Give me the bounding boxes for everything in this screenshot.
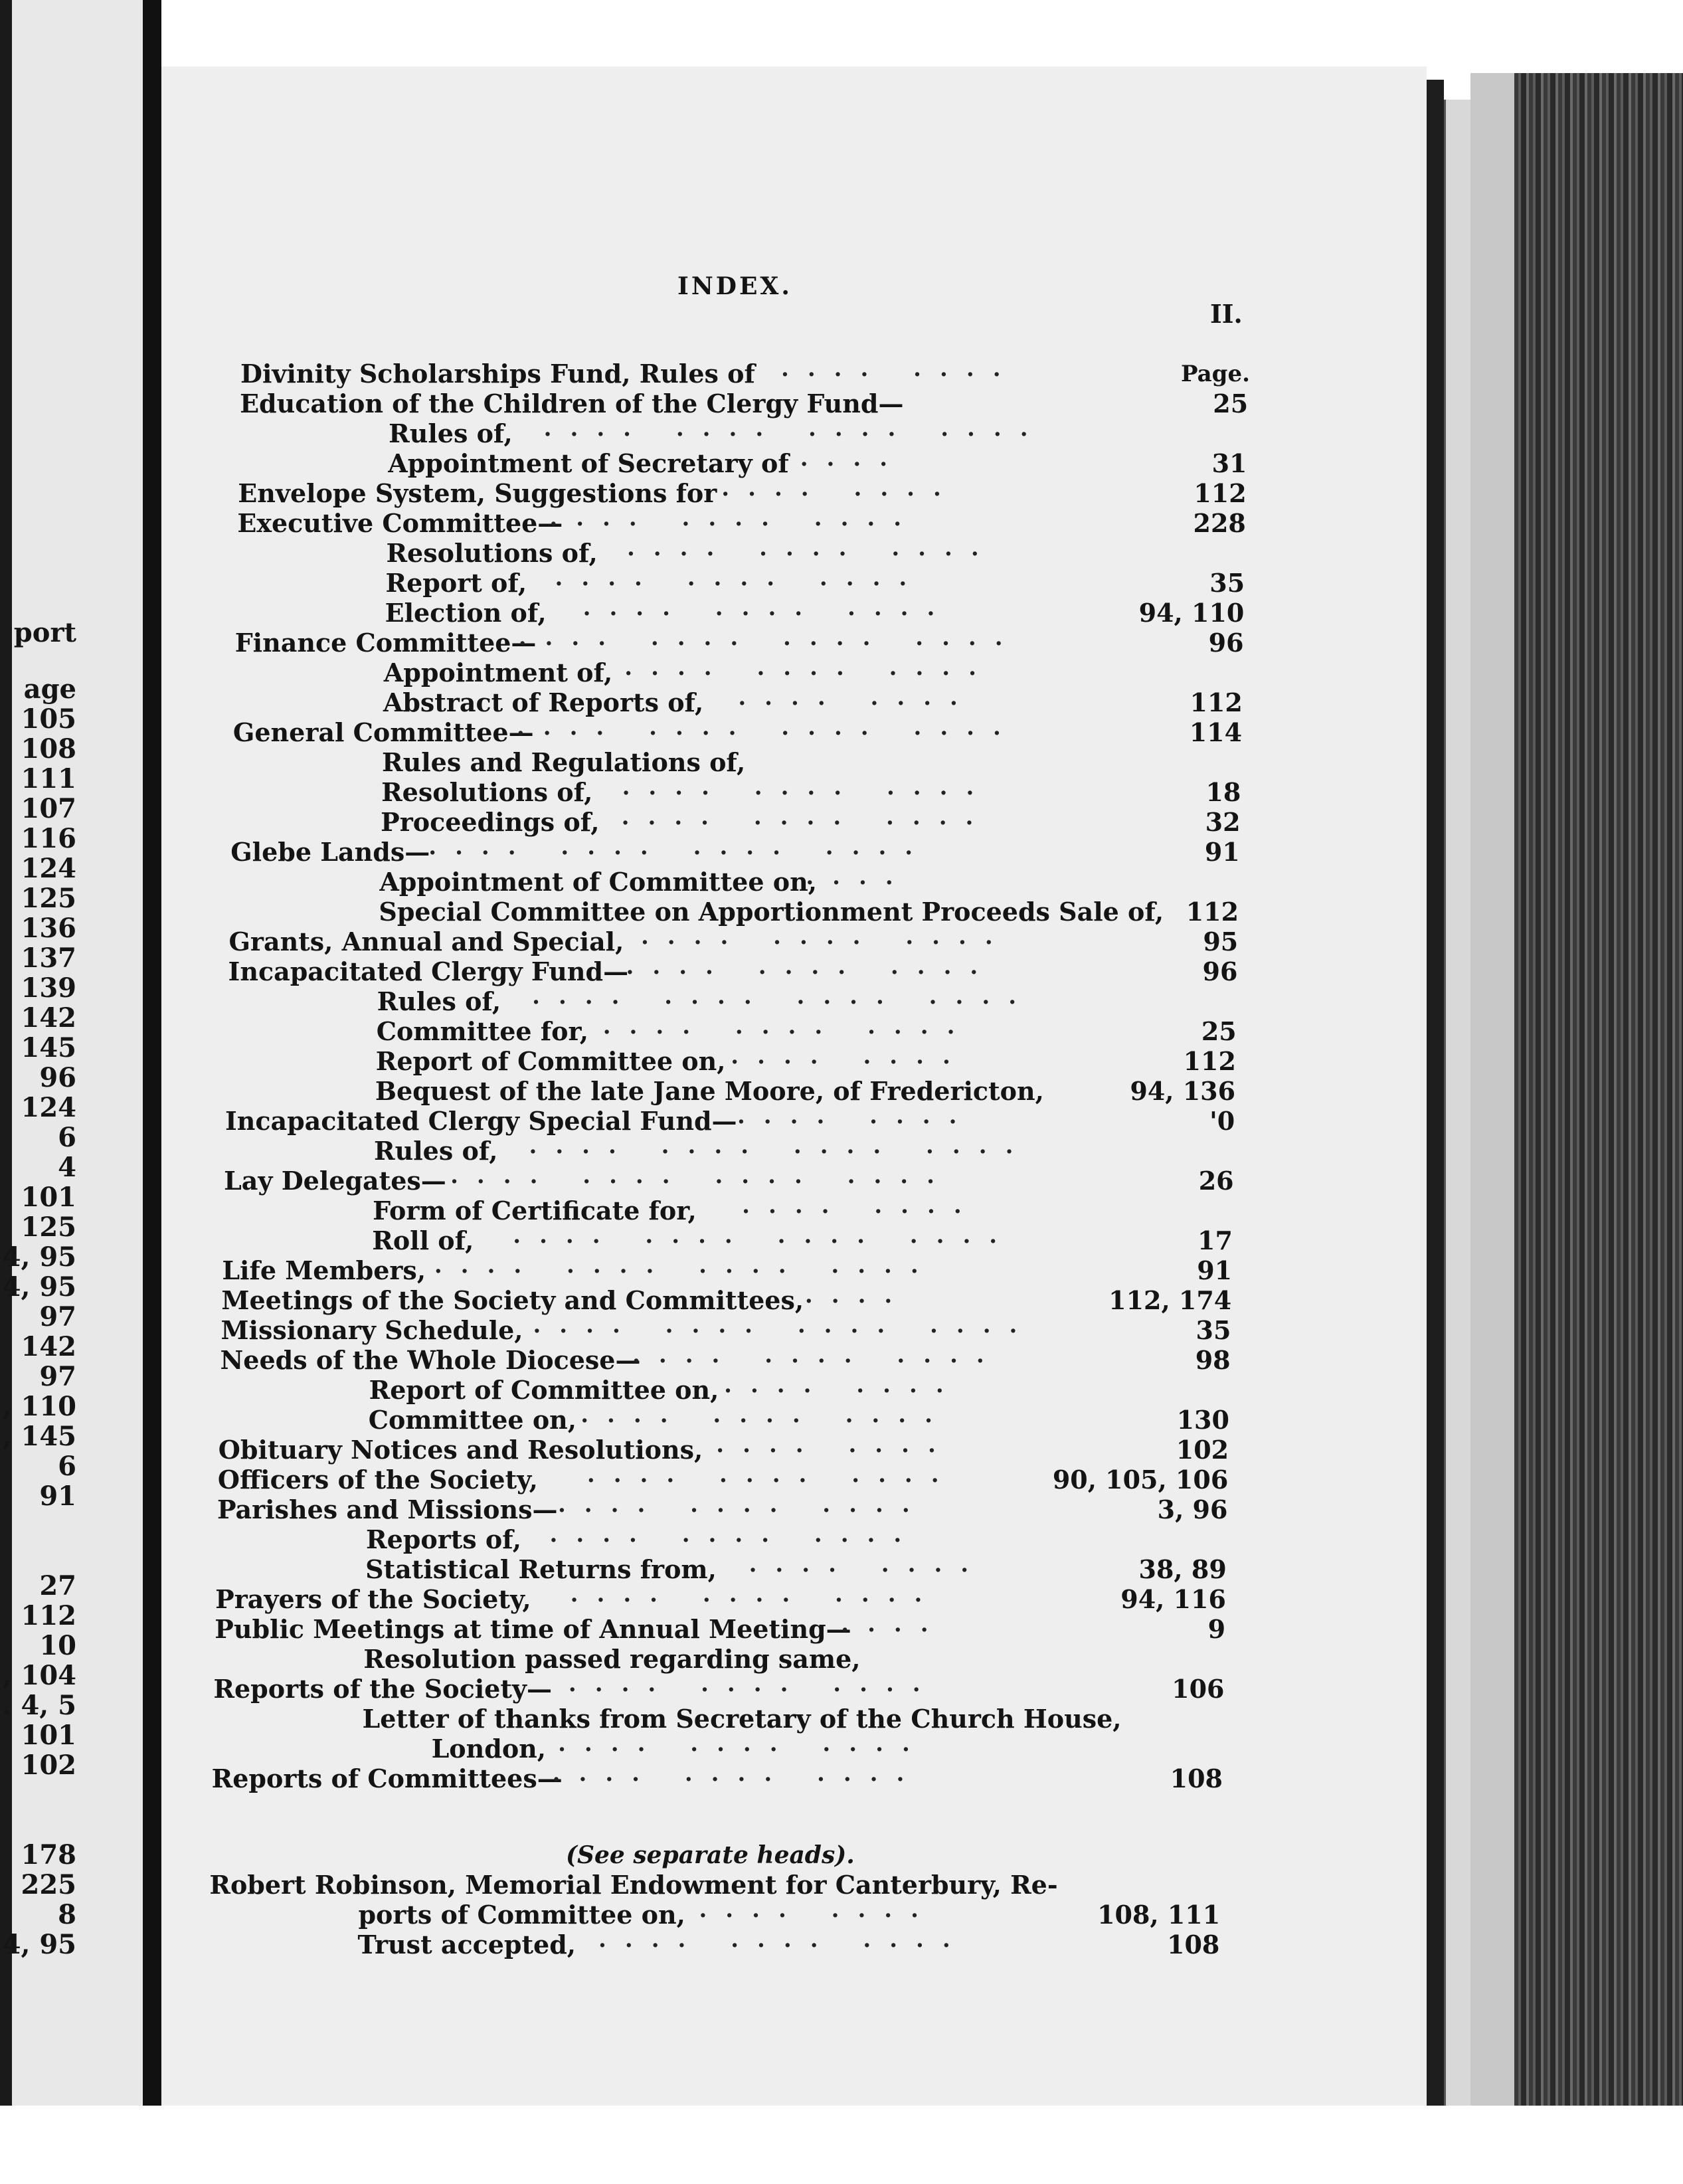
left-page-number: 97 [39,1361,76,1392]
leader-dots: .... .... .... [549,1521,921,1548]
index-entry-text: Letter of thanks from Secretary of the Church House, [362,1704,1122,1734]
left-page-number: , 104 [2,1660,76,1691]
page-title: INDEX. [677,272,792,300]
leader-dots: .... .... .... [552,1760,923,1787]
left-page-number: 105 [21,703,76,735]
left-page-number: 97 [39,1301,76,1332]
leader-dots: .... .... .... [582,594,954,621]
index-entry-text: Resolutions of, [381,777,593,807]
index-entry [211,1760,1249,1794]
leader-dots: .... .... [721,475,960,501]
index-entry-text: Needs of the Whole Diocese— [220,1345,641,1375]
leader-dots: .... .... [699,1896,937,1923]
leader-dots: .... .... .... [557,1491,929,1518]
leader-dots: .... .... .... [549,505,921,531]
left-page-number: 125 [21,1212,76,1243]
left-page-number: 108 [21,733,76,765]
index-entry-text: Divinity Scholarships Fund, Rules of [240,359,755,389]
left-page-number: port [13,617,76,648]
index-entry-pages: 130 [1176,1405,1229,1435]
index-entry-text: Bequest of the late Jane Moore, of Fredericton, [375,1076,1044,1106]
index-entry-pages: 228 [1193,508,1246,538]
index-entry-text: Form of Certificate for, [373,1196,697,1226]
leader-dots: .... .... .... .... [434,1252,937,1279]
index-entry-text: Rules of, [377,986,501,1016]
index-entry-pages: 18 [1205,777,1241,807]
leader-dots: .... .... .... [586,1461,958,1488]
leader-dots: .... .... .... .... [529,1133,1032,1159]
index-entry-pages: 112 [1194,478,1247,508]
index-entry-pages: 114 [1189,717,1243,747]
index-entry-pages: 25 [1213,389,1249,418]
leader-dots: .... .... .... [632,1342,1003,1368]
index-entry-text: Obituary Notices and Resolutions, [218,1435,703,1465]
index-entry-pages: 35 [1196,1315,1231,1345]
left-page-number: , 145 [2,1421,76,1452]
index-entry-pages: '0 [1209,1106,1235,1136]
index-entry-pages: 108, 111 [1097,1900,1221,1930]
index-entry-pages: 112, 174 [1108,1285,1232,1315]
index-entry-text: Statistical Returns from, [365,1554,717,1584]
index-entry-text: Report of Committee on, [375,1046,726,1076]
left-page-number: 139 [21,972,76,1004]
leader-dots: .... .... [724,1372,962,1398]
index-entry-pages: 96 [1208,628,1244,658]
index-entry [215,1611,1249,1645]
leader-dots: .... .... .... .... [518,624,1021,651]
book-cover [1514,73,1683,2184]
index-entry-text: Election of, [385,598,547,628]
index-entry-text: Meetings of the Society and Committees, [221,1285,804,1315]
index-entry-pages: 95 [1203,927,1239,956]
leader-dots: .... .... .... .... [428,834,932,860]
leader-dots: .... .... [749,1551,988,1578]
index-entry-text: Reports of Committees— [211,1764,563,1793]
index-entry-text: Proceedings of, [381,807,600,837]
index-entry-text: Education of the Children of the Clergy Fund— [240,389,904,418]
page-edge-shadow [1427,80,1444,2112]
index-entry-pages: 25 [1201,1016,1237,1046]
index-entry-text: Abstract of Reports of, [383,687,704,717]
index-entry-pages: 108 [1167,1930,1220,1959]
left-page-number: 116 [21,823,76,854]
index-entry [357,1926,1249,1960]
leader-dots: .... .... [737,1103,976,1129]
leader-dots: .... .... .... [622,774,993,800]
leader-dots: .... .... .... [558,1730,929,1757]
index-entry-pages: 3, 96 [1157,1495,1228,1524]
index-entry-text: Glebe Lands— [230,837,430,867]
leader-dots: .... [800,445,907,472]
leader-dots: .... .... .... [626,535,998,561]
index-entry-text: Committee on, [368,1405,577,1435]
index-entry-text: Report of Committee on, [369,1375,719,1405]
leader-dots: .... .... [716,1431,954,1458]
left-page-number: 101 [21,1720,76,1751]
index-entry-pages: 102 [1176,1435,1229,1465]
left-page-number: 91 [39,1481,76,1512]
leader-dots: .... [841,1611,947,1637]
index-entry-text: Rules of, [389,418,513,448]
left-page-number: 111 [21,763,76,794]
index-entry-text: Appointment of Committee on, [379,867,817,897]
leader-dots: .... .... .... [568,1671,939,1697]
leader-dots: .... .... [738,684,976,711]
index-entry-text: Grants, Annual and Special, [228,927,624,956]
leader-dots: .... .... .... .... [543,415,1047,442]
index-entry-pages: 91 [1197,1255,1233,1285]
index-entry-text: Parishes and Missions— [217,1495,558,1524]
index-entry-text: Report of, [385,568,527,598]
index-entry-text: Rules of, [374,1136,498,1166]
index-entry-pages: 112 [1190,687,1243,717]
leader-dots: .... .... .... [626,953,997,980]
leader-dots: .... .... .... [580,1402,951,1428]
index-entry-pages: 108 [1170,1764,1223,1793]
index-entry-pages: 35 [1209,568,1245,598]
index-entry [224,1162,1249,1196]
leader-dots: .... [804,1282,911,1309]
index-entry-text: Robert Robinson, Memorial Endowment for Canterbury, Re- [209,1870,1058,1900]
left-page-number: 101 [21,1182,76,1213]
left-page-number: 225 [21,1869,76,1900]
left-page-number: 112 [21,1600,76,1631]
index-entry [232,714,1249,748]
see-separate-heads: (See separate heads). [566,1841,855,1869]
leader-dots: .... .... .... [555,565,926,591]
left-page-number: 4, 95 [2,1271,76,1303]
index-entry-text: London, [431,1734,547,1764]
index-entry-pages: 9 [1207,1614,1226,1644]
left-page-fragment [0,0,143,2184]
left-page-number: 142 [21,1002,76,1034]
index-entry-text: Finance Committee— [234,628,537,658]
leader-dots: .... .... .... .... [516,714,1019,741]
index-entry [215,1581,1249,1615]
left-page-number: 4, 95 [2,1241,76,1273]
left-page-number: 137 [21,943,76,974]
leader-dots: .... [806,864,912,890]
index-entry-text: Incapacitated Clergy Special Fund— [224,1106,737,1136]
index-entry [375,1043,1249,1077]
index-entry-text: Executive Committee— [237,508,563,538]
leader-dots: .... .... .... [640,923,1012,950]
index-entry-pages: 90, 105, 106 [1052,1465,1229,1495]
page-edge-paper [1444,100,1472,2112]
index-entry-text: Public Meetings at time of Annual Meeting— [215,1614,851,1644]
index-entry-text: ports of Committee on, [358,1900,685,1930]
leader-dots: .... .... .... [624,654,995,681]
left-page-number: 145 [21,1032,76,1063]
left-page-number: 124 [21,853,76,884]
index-entry-pages: 94, 116 [1120,1584,1226,1614]
index-entry-text: Prayers of the Society, [215,1584,531,1614]
left-page-number: 142 [21,1331,76,1362]
index-entry-text: Lay Delegates— [224,1166,446,1196]
index-entry-pages: 94, 136 [1130,1076,1236,1106]
left-page-number: 178 [21,1839,76,1870]
index-entry-pages: 112 [1186,897,1239,927]
index-entry-text: Reports of, [366,1524,521,1554]
left-page-number: . 4, 5 [2,1690,76,1721]
book-cover-edge [1470,73,1514,2112]
left-page-number: , 110 [2,1391,76,1422]
leader-dots: .... .... .... [621,804,992,830]
index-entry-pages: 32 [1205,807,1241,837]
left-page-number: 27 [39,1570,76,1601]
index-entry [240,355,1249,389]
index-entry-text: Special Committee on Apportionment Proceeds Sale of, [379,897,1164,927]
index-entry-text: Incapacitated Clergy Fund— [228,956,629,986]
page-column-label: Page. [1181,361,1250,387]
index-entry-pages: 94, 110 [1138,598,1245,628]
index-entry-text: General Committee— [232,717,534,747]
index-entry-pages: 38, 89 [1138,1554,1227,1584]
index-entry-pages: 91 [1204,837,1240,867]
index-entry [379,864,1249,897]
index-entry-text: Reports of the Society— [213,1674,552,1704]
index-entry-text: Appointment of, [383,658,613,687]
index-entry-text: Resolution passed regarding same, [363,1644,861,1674]
index-entry-text: Rules and Regulations of, [382,747,746,777]
left-page-number: 96 [39,1062,76,1093]
index-entry [213,1671,1249,1704]
index-entry [230,834,1249,867]
book-spine [143,0,161,2184]
index-entry-text: Roll of, [372,1226,474,1255]
index-entry-text: Trust accepted, [357,1930,576,1959]
left-page-number: 4 [58,1152,76,1183]
scan-bottom-margin [0,2106,1683,2184]
leader-dots: .... .... [781,355,1019,382]
index-entry-pages: 106 [1172,1674,1225,1704]
leader-dots: .... .... .... .... [513,1222,1016,1249]
index-entry-text: Committee for, [376,1016,589,1046]
index-entry-pages: 96 [1202,956,1238,986]
leader-dots: .... .... .... .... [532,983,1035,1010]
index-entry-pages: 17 [1197,1226,1233,1255]
index-entry-pages: 112 [1183,1046,1236,1076]
leader-dots: .... .... .... [598,1926,969,1953]
leader-dots: .... .... .... .... [450,1162,953,1189]
left-page-number: 125 [21,883,76,914]
index-entry-text: Life Members, [222,1255,426,1285]
left-page-number: 124 [21,1092,76,1123]
index-entry-text: Missionary Schedule, [221,1315,523,1345]
left-page-number: 6 [58,1451,76,1482]
left-page-number: 107 [21,793,76,824]
left-page-number: 6 [58,1122,76,1153]
index-entry-text: Officers of the Society, [217,1465,538,1495]
page-number: II. [1210,299,1243,329]
index-entry-text: Envelope System, Suggestions for [238,478,717,508]
left-page-number: 4, 95 [2,1929,76,1960]
leader-dots: .... .... [731,1043,969,1069]
left-page-number: age [23,674,76,705]
leader-dots: .... .... .... .... [533,1312,1036,1338]
leader-dots: .... .... .... [570,1581,941,1607]
leader-dots: .... .... .... [602,1013,974,1040]
index-entry [222,1252,1249,1286]
index-entry-text: Resolutions of, [386,538,598,568]
index-entry-pages: 26 [1198,1166,1234,1196]
left-page-number: 136 [21,913,76,944]
leader-dots: .... .... [742,1192,980,1219]
left-page-number: 102 [21,1750,76,1781]
left-page-number: 8 [58,1899,76,1930]
index-entry-pages: 98 [1195,1345,1231,1375]
index-entry-pages: 31 [1211,448,1247,478]
left-page-number: 10 [39,1630,76,1661]
index-entry-text: Appointment of Secretary of [388,448,789,478]
